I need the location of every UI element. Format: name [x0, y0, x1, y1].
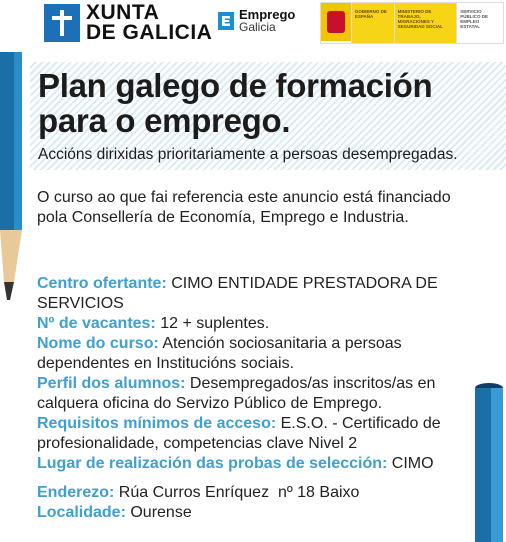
field-value: Desempregados/as inscritos/as en calquera oficina do Servizo Público de Emprego. [37, 375, 436, 412]
funding-notice: O curso ao que fai referencia este anuncio está financiado pola Consellería de Economía, Emprego e Industria. [37, 189, 451, 226]
field-label: Localidade: [37, 504, 126, 521]
field-label: Perfil dos alumnos: [37, 375, 186, 392]
pencil-illustration-right [471, 382, 506, 542]
field-value: E.S.O. - Certificado de profesionalidade, competencias clave Nivel 2 [37, 415, 441, 452]
field-value: Rúa Curros Enríquez nº 18 Baixo [114, 484, 360, 501]
field-label: Nome do curso: [37, 335, 159, 352]
xunta-shield-icon [44, 4, 80, 42]
field-label: Lugar de realización das probas de selección: [37, 455, 388, 472]
field-value: CIMO ENTIDADE PRESTADORA DE SERVICIOS [37, 275, 438, 312]
gov-cell-sepe: SERVICIO PÚBLICO DE EMPLEO ESTATAL [456, 3, 503, 43]
xunta-de-galicia-logo [44, 3, 212, 43]
field-lugar-probas [37, 454, 469, 474]
field-enderezo [37, 483, 469, 503]
emprego-logo-line1: Emprego [239, 7, 296, 22]
spain-coat-of-arms-icon [321, 3, 351, 41]
emprego-galicia-logo [218, 8, 295, 34]
field-value: Ourense [125, 504, 192, 521]
page-title: Plan galego de formación para o emprego. [38, 67, 433, 139]
field-value: CIMO [387, 455, 434, 472]
xunta-logo-line1: XUNTA [86, 1, 160, 24]
gov-cell-gobierno: GOBIERNO DE ESPAÑA [351, 3, 394, 43]
field-centro-ofertante [37, 274, 469, 314]
field-nome-curso [37, 334, 469, 374]
field-label: Requisitos mínimos de acceso: [37, 415, 277, 432]
field-label: Nº de vacantes: [37, 315, 156, 332]
field-value: 12 + suplentes. [155, 315, 270, 332]
emprego-e-icon [218, 12, 234, 30]
course-details [37, 274, 469, 523]
logo-header [0, 0, 506, 52]
field-localidade [37, 503, 469, 523]
field-value: Atención sociosanitaria a persoas dependentes en Institucións sociais. [37, 335, 402, 372]
field-perfil-alumnos [37, 374, 469, 414]
xunta-logo-line2: DE GALICIA [86, 21, 213, 44]
emprego-logo-line2: Galicia [239, 20, 276, 34]
field-label: Centro ofertante: [37, 275, 167, 292]
gobierno-espana-logo [320, 2, 504, 44]
page-subtitle: Accións dirixidas prioritariamente a persoas desempregadas. [38, 146, 458, 163]
gov-cell-ministerio: MINISTERIO DE TRABAJO, MIGRACIONES Y SEGURIDAD SOCIAL [394, 3, 457, 43]
field-label: Enderezo: [37, 484, 115, 501]
field-requisitos [37, 414, 469, 454]
field-vacantes [37, 314, 469, 334]
